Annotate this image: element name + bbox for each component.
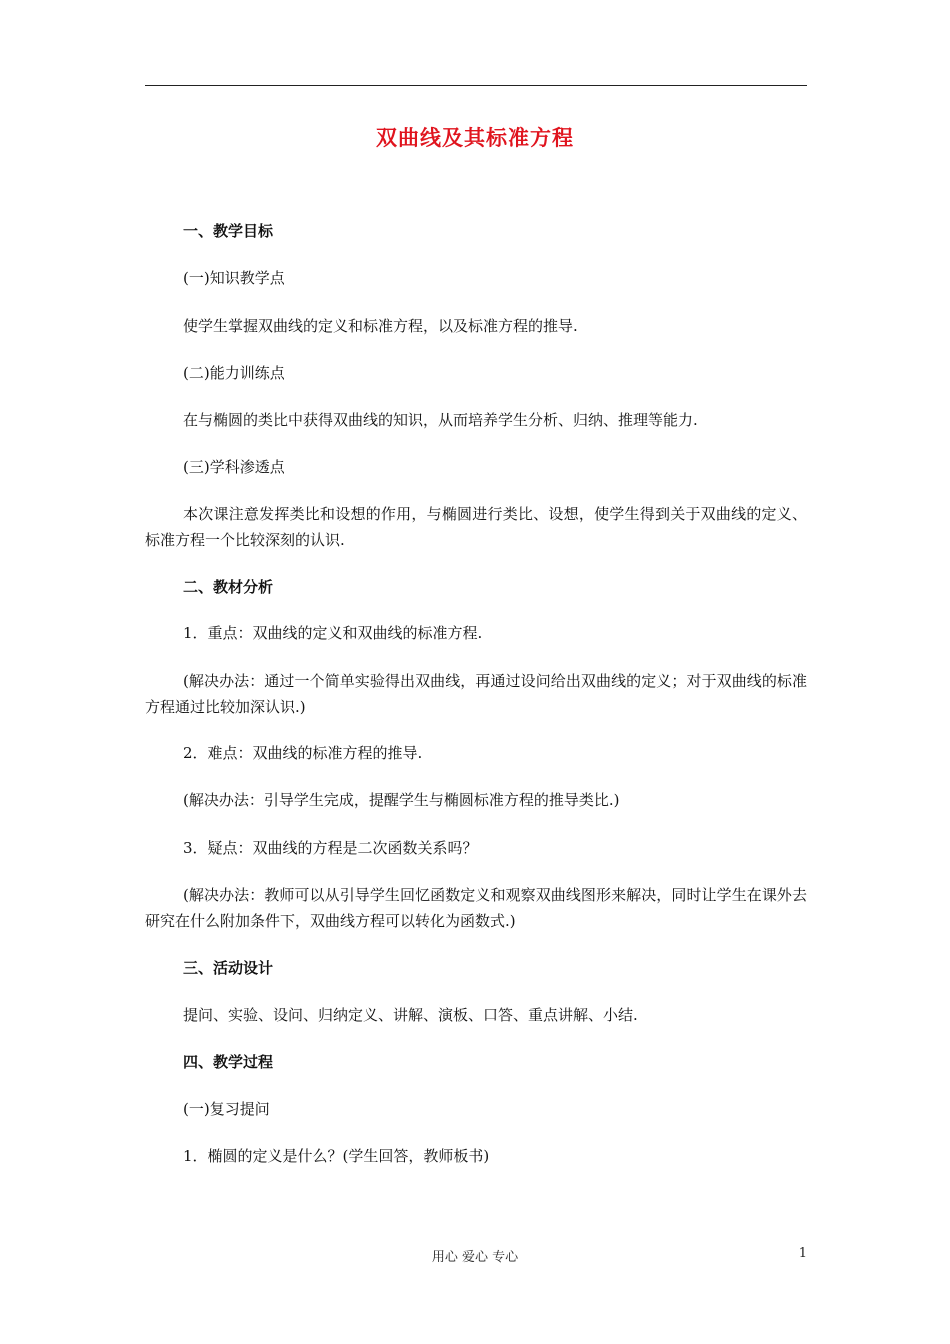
- page-number: 1: [798, 1246, 807, 1261]
- section-heading-activity: 三、活动设计: [183, 959, 274, 977]
- paragraph-review-question: 1．椭圆的定义是什么？(学生回答，教师板书): [183, 1147, 490, 1165]
- header-rule: [145, 85, 807, 86]
- paragraph-doubt: 3．疑点：双曲线的方程是二次函数关系吗？: [183, 839, 478, 857]
- subheading-ability: (二)能力训练点: [183, 364, 285, 382]
- subheading-review: (一)复习提问: [183, 1100, 270, 1118]
- section-heading-process: 四、教学过程: [183, 1053, 274, 1071]
- paragraph-difficulty-solution: (解决办法：引导学生完成，提醒学生与椭圆标准方程的推导类比.): [183, 791, 620, 809]
- paragraph-ability: 在与椭圆的类比中获得双曲线的知识，从而培养学生分析、归纳、推理等能力.: [183, 411, 698, 429]
- paragraph-doubt-solution: (解决办法：教师可以从引导学生回忆函数定义和观察双曲线图形来解决，同时让学生在课外去研究在什么附加条件下，双曲线方程可以转化为函数式.): [145, 886, 807, 930]
- footer-slogan: 用心 爱心 专心: [431, 1250, 519, 1265]
- section-heading-objectives: 一、教学目标: [183, 222, 274, 240]
- paragraph-difficulty: 2．难点：双曲线的标准方程的推导.: [183, 744, 423, 762]
- paragraph-activity: 提问、实验、设问、归纳定义、讲解、演板、口答、重点讲解、小结.: [183, 1006, 638, 1024]
- paragraph-key-solution: (解决办法：通过一个简单实验得出双曲线，再通过设问给出双曲线的定义；对于双曲线的标准方程通过比较加深认识.): [145, 672, 807, 716]
- section-heading-analysis: 二、教材分析: [183, 578, 274, 596]
- paragraph-discipline: 本次课注意发挥类比和设想的作用，与椭圆进行类比、设想，使学生得到关于双曲线的定义、标准方程一个比较深刻的认识.: [145, 505, 807, 549]
- paragraph-key-point: 1．重点：双曲线的定义和双曲线的标准方程.: [183, 624, 483, 642]
- document-title: 双曲线及其标准方程: [376, 125, 574, 150]
- subheading-discipline: (三)学科渗透点: [183, 458, 285, 476]
- subheading-knowledge: (一)知识教学点: [183, 269, 285, 287]
- paragraph-knowledge: 使学生掌握双曲线的定义和标准方程，以及标准方程的推导.: [183, 317, 578, 335]
